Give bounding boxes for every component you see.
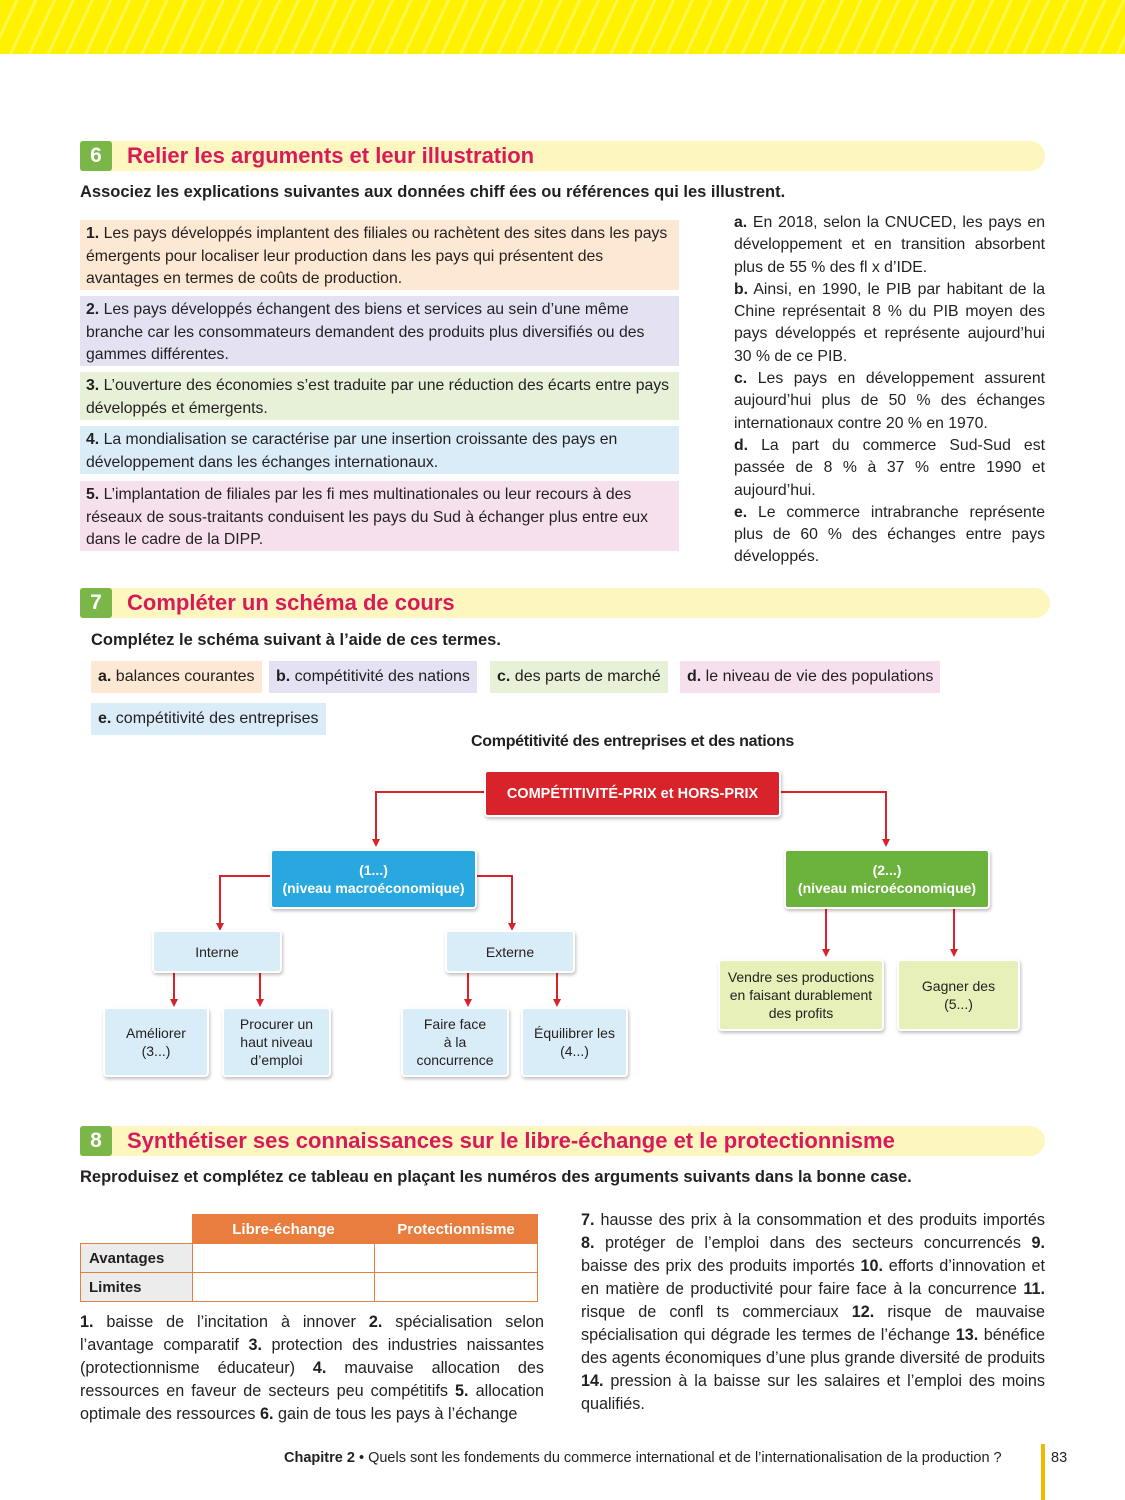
section-8-instruction: Reproduisez et complétez ce tableau en plaçant les numéros des arguments suivants dans la bonne case.	[80, 1168, 912, 1186]
section-6-number: 6	[80, 141, 112, 171]
argument-number: 5.	[86, 486, 100, 503]
illustration-b: b. Ainsi, en 1990, le PIB par habitant de la Chine représentait 8 % du PIB moyen des pays développés et représente aujourd’hui 30 % de ce PIB.	[734, 280, 1045, 365]
section-6-instruction: Associez les explications suivantes aux données chiff ées ou références qui les illustrent.	[80, 183, 786, 201]
footer-bar	[1041, 1444, 1045, 1500]
argument-number: 2.	[86, 301, 100, 318]
argument-box-1	[80, 220, 679, 290]
argument-number: 3.	[86, 377, 100, 394]
node-procurer: Procurer un haut niveau d’emploi	[222, 1007, 331, 1077]
arguments-list-right: 7. hausse des prix à la consommation et des produits importés 8. protéger de l’emploi dans des secteurs concurrencés 9. baisse des prix des produits importés 10. efforts d’innovation et en matière de productivité pour faire face à la concurrence 11. risque de confl ts commerciaux 12. risque de mauvaise spécialisation qui dégrade les termes de l’échange 13. bénéfice des agents économiques d’une plus grande diversité de produits 14. pression à la baisse sur les salaires et l’emploi des moins qualifiés.	[581, 1211, 1045, 1413]
table-header-protectionnisme: Protectionnisme	[375, 1215, 538, 1244]
node-vendre: Vendre ses productions en faisant durablement des profits	[718, 959, 884, 1031]
table-cell	[193, 1273, 375, 1302]
term-d: d. le niveau de vie des populations	[680, 661, 940, 693]
term-b: b. compétitivité des nations	[269, 661, 477, 693]
section-8-number: 8	[80, 1126, 112, 1156]
node-root: COMPÉTITIVITÉ-PRIX et HORS-PRIX	[484, 770, 781, 817]
argument-box-2	[80, 296, 679, 366]
node-equilibrer: Équilibrer les (4...)	[521, 1007, 628, 1077]
table-row-limites: Limites	[81, 1273, 193, 1302]
footer-text: Quels sont les fondements du commerce international et de l’internationalisation de la production ?	[368, 1450, 1002, 1466]
section-7-instruction: Complétez le schéma suivant à l’aide de ces termes.	[91, 631, 501, 649]
illustrations-column	[734, 212, 1045, 569]
section-7-number: 7	[80, 588, 112, 618]
page-footer: Chapitre 2 • Quels sont les fondements du commerce international et de l’internationalisation de la production ?	[284, 1450, 1002, 1466]
argument-number: 4.	[86, 431, 100, 448]
table-cell	[375, 1273, 538, 1302]
node-macro: (1...) (niveau macroéconomique)	[270, 849, 477, 909]
table-cell	[375, 1244, 538, 1273]
diagram-title: Compétitivité des entreprises et des nations	[471, 733, 794, 750]
page-number: 83	[1051, 1450, 1068, 1466]
argument-number: 1.	[86, 225, 100, 242]
argument-text: Les pays développés implantent des filiales ou rachètent des sites dans les pays émergents pour localiser leur production dans les pays qui présentent des avantages en termes de coûts de production.	[86, 225, 668, 287]
illustration-a: a. En 2018, selon la CNUCED, les pays en développement et en transition absorbent plus de 55 % des fl x d’IDE.	[734, 214, 1045, 276]
argument-box-3	[80, 372, 679, 420]
node-ameliorer: Améliorer (3...)	[103, 1007, 209, 1077]
section-6-header	[80, 141, 1045, 171]
argument-box-4	[80, 426, 679, 474]
node-externe: Externe	[445, 930, 575, 973]
section-8-header	[80, 1126, 1045, 1156]
term-e: e. compétitivité des entreprises	[91, 703, 326, 735]
table-header-libre-echange: Libre-échange	[193, 1215, 375, 1244]
node-micro: (2...) (niveau microéconomique)	[784, 849, 990, 909]
argument-text: La mondialisation se caractérise par une insertion croissante des pays en développement dans les échanges internationaux.	[86, 431, 618, 471]
illustration-e: e. Le commerce intrabranche représente plus de 60 % des échanges entre pays développés.	[734, 503, 1045, 566]
argument-text: L’implantation de filiales par les fi mes multinationales ou leur recours à des réseaux de sous-traitants conduisent les pays du Sud à échanger plus entre eux dans le cadre de la DIPP.	[86, 486, 649, 548]
arguments-list-left: 1. baisse de l’incitation à innover 2. spécialisation selon l’avantage comparatif 3. protection des industries naissantes (protectionnisme éducateur) 4. mauvaise allocation des ressources en faveur de secteurs peu compétitifs 5. allocation optimale des ressources 6. gain de tous les pays à l’échange	[80, 1313, 545, 1423]
term-c: c. des parts de marché	[490, 661, 668, 693]
section-6-title: Relier les arguments et leur illustration	[127, 143, 535, 168]
table-cell	[193, 1244, 375, 1273]
section-8-title: Synthétiser ses connaissances sur le libre-échange et le protectionnisme	[127, 1128, 895, 1153]
argument-text: Les pays développés échangent des biens et services au sein d’une même branche car les consommateurs demandent des produits plus diversifiés ou des gammes différentes.	[86, 301, 645, 363]
term-a: a. balances courantes	[91, 661, 262, 693]
footer-chapter: Chapitre 2	[284, 1450, 355, 1466]
top-decorative-band	[0, 0, 1125, 54]
argument-text: L’ouverture des économies s’est traduite par une réduction des écarts entre pays développés et émergents.	[86, 377, 670, 417]
node-faire-face: Faire face à la concurrence	[401, 1007, 509, 1077]
synthesis-table	[80, 1214, 538, 1302]
illustration-d: d. La part du commerce Sud-Sud est passée de 8 % à 37 % entre 1990 et aujourd’hui.	[734, 436, 1045, 499]
section-7-title: Compléter un schéma de cours	[127, 590, 455, 615]
node-gagner: Gagner des (5...)	[897, 959, 1020, 1031]
section-7-header	[80, 588, 1050, 618]
illustration-c: c. Les pays en développement assurent aujourd’hui plus de 50 % des échanges internationaux contre 20 % en 1970.	[734, 370, 1045, 432]
argument-box-5	[80, 481, 679, 551]
table-row-avantages: Avantages	[81, 1244, 193, 1273]
node-interne: Interne	[152, 930, 282, 973]
